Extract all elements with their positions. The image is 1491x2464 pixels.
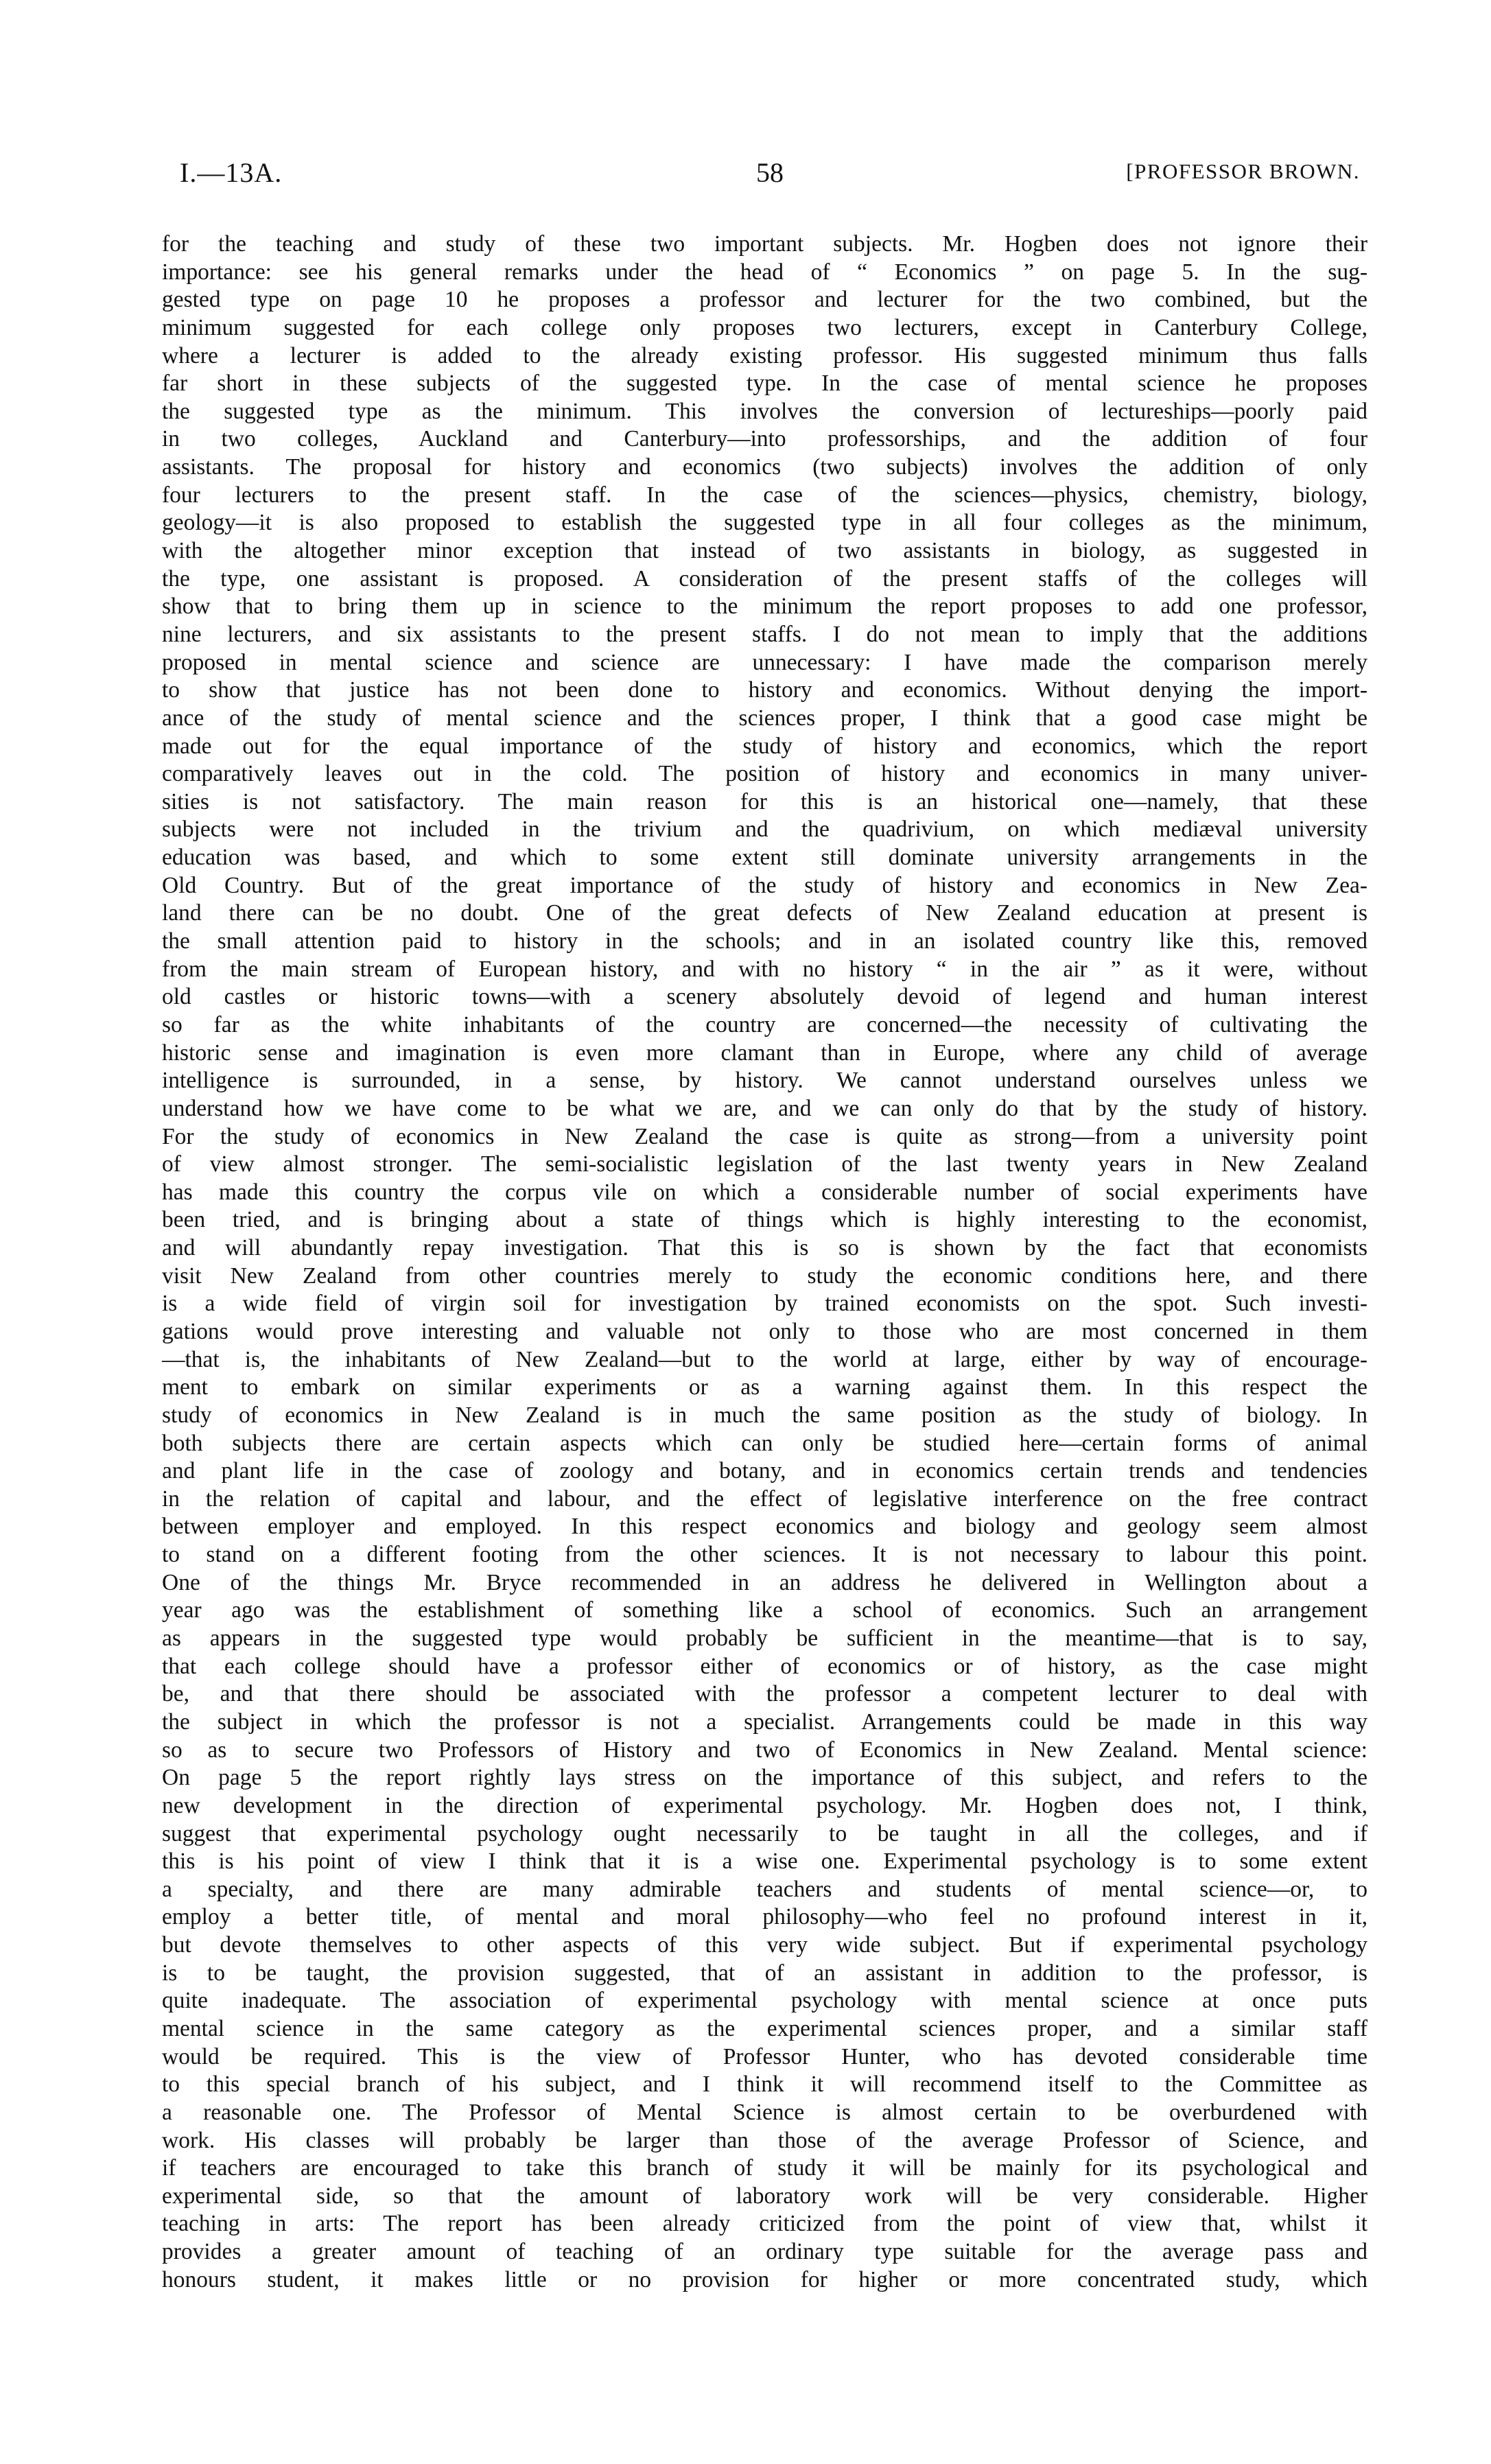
text-line: far short in these subjects of the suggested type. In the case of mental science he proposes xyxy=(162,371,1367,397)
page-header xyxy=(180,156,1360,198)
text-line: quite inadequate. The association of experimental psychology with mental science at once puts xyxy=(162,1988,1367,2014)
text-line: old castles or historic towns—with a scenery absolutely devoid of legend and human interest xyxy=(162,984,1367,1010)
body-paragraph xyxy=(162,231,1367,2294)
text-line: education was based, and which to some extent still dominate university arrangements in the xyxy=(162,845,1367,871)
text-line: teaching in arts: The report has been already criticized from the point of view that, whilst it xyxy=(162,2211,1367,2237)
text-line: work. His classes will probably be larger than those of the average Professor of Science, and xyxy=(162,2127,1367,2153)
text-line: employ a better title, of mental and moral philosophy—who feel no profound interest in it, xyxy=(162,1904,1367,1930)
text-line: suggest that experimental psychology ought necessarily to be taught in all the colleges, and if xyxy=(162,1820,1367,1846)
text-line: experimental side, so that the amount of laboratory work will be very considerable. Higher xyxy=(162,2183,1367,2209)
text-line: year ago was the establishment of something like a school of economics. Such an arrangement xyxy=(162,1597,1367,1623)
text-line: been tried, and is bringing about a state of things which is highly interesting to the economist, xyxy=(162,1207,1367,1233)
text-line: intelligence is surrounded, in a sense, by history. We cannot understand ourselves unless we xyxy=(162,1068,1367,1094)
text-line: is to be taught, the provision suggested, that of an assistant in addition to the professor, is xyxy=(162,1960,1367,1986)
text-line: new development in the direction of experimental psychology. Mr. Hogben does not, I think, xyxy=(162,1792,1367,1818)
text-line: historic sense and imagination is even more clamant than in Europe, where any child of average xyxy=(162,1040,1367,1066)
text-line: sities is not satisfactory. The main reason for this is an historical one—namely, that these xyxy=(162,788,1367,814)
text-line: is a wide field of virgin soil for investigation by trained economists on the spot. Such investi- xyxy=(162,1291,1367,1317)
text-line: that each college should have a professor either of economics or of history, as the case might xyxy=(162,1653,1367,1679)
text-line: would be required. This is the view of Professor Hunter, who has devoted considerable time xyxy=(162,2043,1367,2069)
text-line: honours student, it makes little or no provision for higher or more concentrated study, which xyxy=(162,2266,1367,2292)
text-line: One of the things Mr. Bryce recommended in an address he delivered in Wellington about a xyxy=(162,1569,1367,1595)
text-line: study of economics in New Zealand is in much the same position as the study of biology. In xyxy=(162,1402,1367,1428)
text-line: made out for the equal importance of the study of history and economics, which the report xyxy=(162,733,1367,759)
text-line: comparatively leaves out in the cold. The position of history and economics in many univer- xyxy=(162,761,1367,787)
text-line: subjects were not included in the trivium and the quadrivium, on which mediæval university xyxy=(162,817,1367,843)
text-line: visit New Zealand from other countries merely to study the economic conditions here, and there xyxy=(162,1263,1367,1289)
document-reference: I.—13A. xyxy=(180,157,283,188)
speaker-heading: [PROFESSOR BROWN. xyxy=(1126,159,1360,183)
text-line: the subject in which the professor is not a specialist. Arrangements could be made in this way xyxy=(162,1709,1367,1735)
text-line: and will abundantly repay investigation. That this is so is shown by the fact that economists xyxy=(162,1235,1367,1261)
text-line: has made this country the corpus vile on which a considerable number of social experiments have xyxy=(162,1179,1367,1205)
text-line: On page 5 the report rightly lays stress on the importance of this subject, and refers to the xyxy=(162,1765,1367,1791)
text-line: four lecturers to the present staff. In the case of the sciences—physics, chemistry, biology, xyxy=(162,482,1367,508)
text-line: —that is, the inhabitants of New Zealand—but to the world at large, either by way of encourage- xyxy=(162,1346,1367,1372)
text-line: importance: see his general remarks under the head of “ Economics ” on page 5. In the sug- xyxy=(162,259,1367,285)
text-line: show that to bring them up in science to the minimum the report proposes to add one professor, xyxy=(162,594,1367,620)
text-line: from the main stream of European history, and with no history “ in the air ” as it were, without xyxy=(162,956,1367,982)
text-line: where a lecturer is added to the already existing professor. His suggested minimum thus falls xyxy=(162,342,1367,368)
text-line: understand how we have come to be what we are, and we can only do that by the study of history. xyxy=(162,1095,1367,1121)
text-line: assistants. The proposal for history and economics (two subjects) involves the addition of only xyxy=(162,454,1367,480)
text-line: in the relation of capital and labour, and the effect of legislative interference on the free contract xyxy=(162,1486,1367,1512)
text-line: a reasonable one. The Professor of Mental Science is almost certain to be overburdened with xyxy=(162,2099,1367,2125)
text-line: gested type on page 10 he proposes a professor and lecturer for the two combined, but the xyxy=(162,287,1367,313)
text-line: mental science in the same category as the experimental sciences proper, and a similar staff xyxy=(162,2016,1367,2041)
text-line: both subjects there are certain aspects which can only be studied here—certain forms of animal xyxy=(162,1430,1367,1456)
text-line: as appears in the suggested type would probably be sufficient in the meantime—that is to say, xyxy=(162,1626,1367,1652)
text-line: provides a greater amount of teaching of an ordinary type suitable for the average pass and xyxy=(162,2239,1367,2265)
text-line: in two colleges, Auckland and Canterbury—into professorships, and the addition of four xyxy=(162,426,1367,452)
text-line: but devote themselves to other aspects of this very wide subject. But if experimental psychology xyxy=(162,1932,1367,1958)
text-line: Old Country. But of the great importance of the study of history and economics in New Zea- xyxy=(162,872,1367,898)
text-line: a specialty, and there are many admirable teachers and students of mental science—or, to xyxy=(162,1876,1367,1902)
text-line: of view almost stronger. The semi-socialistic legislation of the last twenty years in New Zealand xyxy=(162,1151,1367,1177)
text-line: nine lecturers, and six assistants to the present staffs. I do not mean to imply that the additions xyxy=(162,621,1367,647)
text-line: geology—it is also proposed to establish the suggested type in all four colleges as the minimum, xyxy=(162,510,1367,536)
text-line: ance of the study of mental science and the sciences proper, I think that a good case might be xyxy=(162,705,1367,731)
text-line: to this special branch of his subject, and I think it will recommend itself to the Committee as xyxy=(162,2072,1367,2098)
text-line: to show that justice has not been done to history and economics. Without denying the import- xyxy=(162,677,1367,703)
text-line: the type, one assistant is proposed. A consideration of the present staffs of the colleges will xyxy=(162,565,1367,591)
page-number: 58 xyxy=(756,157,784,188)
text-line: be, and that there should be associated with the professor a competent lecturer to deal with xyxy=(162,1681,1367,1707)
text-line: gations would prove interesting and valuable not only to those who are most concerned in them xyxy=(162,1318,1367,1344)
text-line: so as to secure two Professors of History and two of Economics in New Zealand. Mental science: xyxy=(162,1737,1367,1763)
text-line: and plant life in the case of zoology and botany, and in economics certain trends and tendencies xyxy=(162,1458,1367,1484)
text-line: with the altogether minor exception that instead of two assistants in biology, as suggested in xyxy=(162,538,1367,564)
text-line: so far as the white inhabitants of the country are concerned—the necessity of cultivating the xyxy=(162,1011,1367,1037)
text-line: for the teaching and study of these two important subjects. Mr. Hogben does not ignore their xyxy=(162,231,1367,257)
text-line: between employer and employed. In this respect economics and biology and geology seem almost xyxy=(162,1514,1367,1540)
text-line: to stand on a different footing from the other sciences. It is not necessary to labour this point. xyxy=(162,1542,1367,1568)
text-line: proposed in mental science and science are unnecessary: I have made the comparison merely xyxy=(162,649,1367,675)
text-line: For the study of economics in New Zealand the case is quite as strong—from a university point xyxy=(162,1123,1367,1149)
text-line: the suggested type as the minimum. This involves the conversion of lectureships—poorly paid xyxy=(162,398,1367,424)
text-line: this is his point of view I think that it is a wise one. Experimental psychology is to some extent xyxy=(162,1849,1367,1875)
text-line: if teachers are encouraged to take this branch of study it will be mainly for its psychological and xyxy=(162,2155,1367,2181)
text-line: land there can be no doubt. One of the great defects of New Zealand education at present is xyxy=(162,900,1367,926)
text-line: ment to embark on similar experiments or as a warning against them. In this respect the xyxy=(162,1374,1367,1400)
text-line: the small attention paid to history in the schools; and in an isolated country like this, removed xyxy=(162,928,1367,954)
text-line: minimum suggested for each college only proposes two lecturers, except in Canterbury College, xyxy=(162,314,1367,340)
